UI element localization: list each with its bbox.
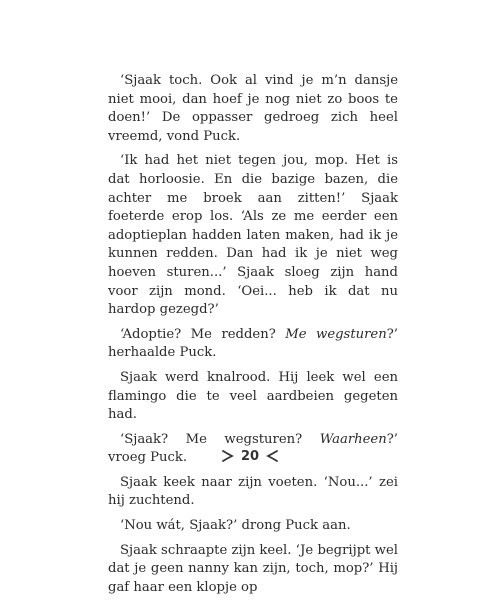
text-segment: ?’ herhaalde Puck. (108, 326, 398, 361)
page-footer (0, 445, 500, 467)
page-number: 20 (240, 448, 260, 464)
chevron-right-icon (221, 449, 235, 463)
italic-text: Me wegsturen (285, 326, 387, 342)
text-segment: Sjaak werd knalrood. Hij leek wel een flamingo die te veel aardbeien gegeten had. (108, 369, 398, 423)
paragraph (108, 474, 398, 511)
paragraph (108, 326, 398, 363)
paragraph (108, 542, 398, 598)
italic-text: Waarheen (319, 431, 387, 447)
text-segment: ?’ vroeg Puck. (108, 431, 398, 466)
paragraph (108, 517, 398, 536)
text-segment: ‘Sjaak toch. Ook al vind je m’n dansje niet mooi, dan hoef je nog niet zo boos te doen!’ De oppasser gedroeg zich heel vreemd, vond Puck. (108, 73, 398, 144)
paragraph (108, 152, 398, 319)
text-segment: ‘Sjaak? Me wegsturen? (120, 431, 320, 447)
paragraph (108, 369, 398, 425)
body-text (108, 72, 398, 603)
text-segment: ‘Adoptie? Me redden? (120, 326, 286, 342)
text-segment: Sjaak schraapte zijn keel. ‘Je begrijpt wel dat je geen nanny kan zijn, toch, mop?’ Hij gaf haar een klopje op (108, 542, 398, 595)
paragraph (108, 72, 398, 146)
text-segment: ‘Ik had het niet tegen jou, mop. Het is dat horloosie. En die bazige bazen, die achter me broek aan zitten!’ Sjaak foeterde erop los. ‘Als ze me eerder een adoptieplan hadden laten maken, had ik je kunnen redden. Dan had ik je niet weg hoeven sturen...’ Sjaak sloeg zijn hand voor zijn mond. ‘Oei... heb ik dat nu hardop gezegd?’ (108, 153, 398, 318)
text-segment: Sjaak keek naar zijn voeten. ‘Nou...’ zei hij zuchtend. (108, 474, 398, 509)
chevron-left-icon (265, 449, 279, 463)
text-segment: ‘Nou wát, Sjaak?’ drong Puck aan. (120, 518, 351, 534)
